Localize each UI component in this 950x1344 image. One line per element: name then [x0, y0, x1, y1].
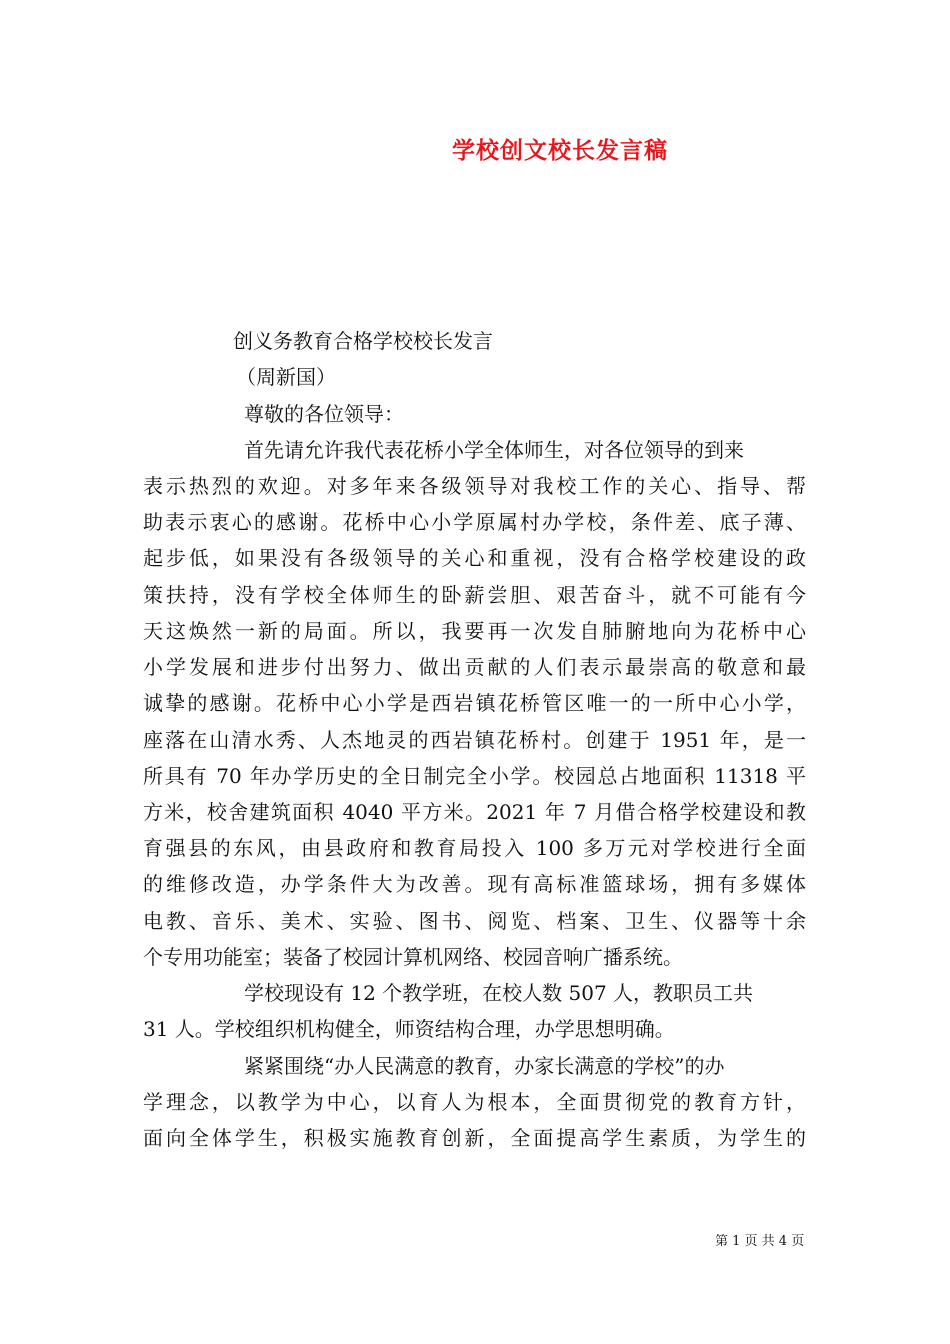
paragraph-line: 座落在山清水秀、人杰地灵的西岩镇花桥村。创建于 1951 年，是一	[143, 728, 806, 752]
paragraph-line: 紧紧围绕“办人民满意的教育，办家长满意的学校”的办	[244, 1054, 725, 1078]
paragraph-line: 诚挚的感谢。花桥中心小学是西岩镇花桥管区唯一的一所中心小学，	[143, 691, 806, 715]
page-number: 第 1 页 共 4 页	[715, 1234, 805, 1249]
paragraph-line: 起步低，如果没有各级领导的关心和重视，没有合格学校建设的政	[143, 546, 806, 570]
paragraph-line: 学理念，以教学为中心，以育人为根本，全面贯彻党的教育方针，	[143, 1090, 806, 1114]
paragraph-line: 所具有 70 年办学历史的全日制完全小学。校园总占地面积 11318 平	[143, 764, 806, 788]
paragraph-line: 电教、音乐、美术、实验、图书、阅览、档案、卫生、仪器等十余	[143, 909, 806, 933]
paragraph-line: 首先请允许我代表花桥小学全体师生，对各位领导的到来	[244, 438, 744, 462]
paragraph-line: 天这焕然一新的局面。所以，我要再一次发自肺腑地向为花桥中心	[143, 619, 806, 643]
paragraph-line: 方米，校舍建筑面积 4040 平方米。2021 年 7 月借合格学校建设和教	[143, 800, 806, 824]
paragraph-line: 面向全体学生，积极实施教育创新，全面提高学生素质，为学生的	[143, 1126, 806, 1150]
paragraph-line: 学校现设有 12 个教学班，在校人数 507 人，教职员工共	[244, 981, 754, 1005]
paragraph-line: 小学发展和进步付出努力、做出贡献的人们表示最崇高的敬意和最	[143, 655, 806, 679]
paragraph-line: 助表示衷心的感谢。花桥中心小学原属村办学校，条件差、底子薄、	[143, 510, 806, 534]
paragraph-line: 的维修改造，办学条件大为改善。现有高标准篮球场，拥有多媒体	[143, 872, 806, 896]
speech-greeting: 尊敬的各位领导：	[244, 402, 404, 426]
page-title: 学校创文校长发言稿	[452, 137, 668, 164]
paragraph-line: 个专用功能室；装备了校园计算机网络、校园音响广播系统。	[143, 945, 683, 969]
paragraph-line: 31 人。学校组织机构健全，师资结构合理，办学思想明确。	[143, 1017, 675, 1041]
speech-author: （周新国）	[236, 365, 336, 389]
speech-subtitle: 创义务教育合格学校校长发言	[233, 329, 493, 353]
paragraph-line: 育强县的东风，由县政府和教育局投入 100 多万元对学校进行全面	[143, 836, 806, 860]
paragraph-line: 表示热烈的欢迎。对多年来各级领导对我校工作的关心、指导、帮	[143, 474, 806, 498]
paragraph-line: 策扶持，没有学校全体师生的卧薪尝胆、艰苦奋斗，就不可能有今	[143, 583, 806, 607]
